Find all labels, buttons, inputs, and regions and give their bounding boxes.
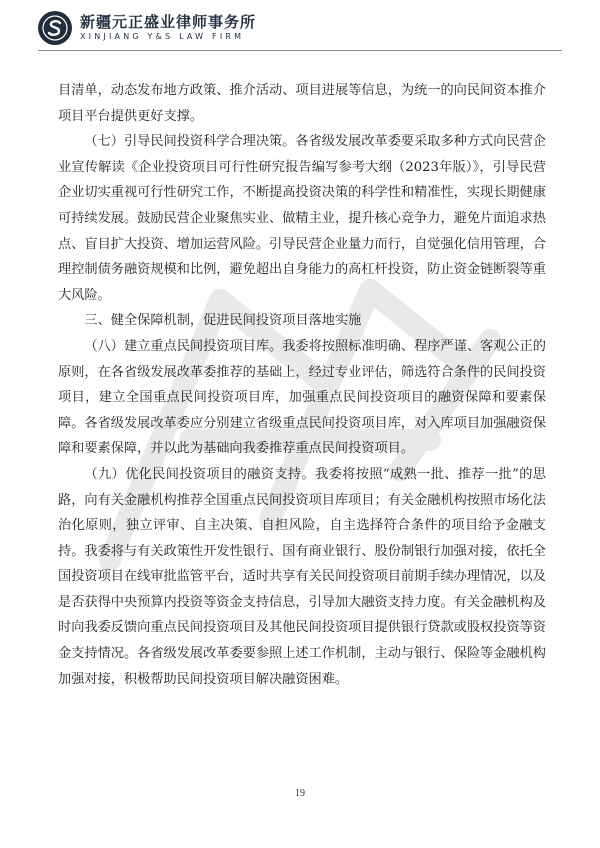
firm-name-block (80, 12, 257, 41)
paragraph: （七）引导民间投资科学合理决策。各省级发展改革委要采取多种方式向民营企业宣传解读《企业投资项目可行性研究报告编写参考大纲（2023年版）》，引导民营企业切实重视可行性研究工作，不断提高投资决策的科学性和精准性，实现长期健康可持续发展。鼓励民营企业聚焦实业、做精主业，提升核心竞争力，避免片面追求热点、盲目扩大投资、增加运营风险。引导民营企业量力而行，自觉强化信用管理，合理控制债务融资规模和比例，避免超出自身能力的高杠杆投资，防止资金链断裂等重大风险。 (58, 134, 546, 303)
document-body (58, 78, 546, 692)
page-number: 19 (295, 788, 305, 799)
paragraph: 目清单，动态发布地方政策、推介活动、项目进展等信息，为统一的向民间资本推介项目平台提供更好支撑。 (58, 83, 546, 124)
firm-name-en: XINJIANG Y&S LAW FIRM (80, 31, 245, 41)
paragraph: （九）优化民间投资项目的融资支持。我委将按照“成熟一批、推荐一批”的思路，向有关金融机构推荐全国重点民间投资项目库项目；有关金融机构按照市场化法治化原则，独立评审、自主决策、自担风险，自主选择符合条件的项目给予金融支持。我委将与有关政策性开发性银行、国有商业银行、股份制银行加强对接，依托全国投资项目在线审批监管平台，适时共享有关民间投资项目前期手续办理情况，以及是否获得中央预算内投资等资金支持信息，引导加大融资支持力度。有关金融机构及时向我委反馈向重点民间投资项目及其他民间投资项目提供银行贷款或股权投资等资金支持情况。各省级发展改革委要参照上述工作机制，主动与银行、保险等金融机构加强对接，积极帮助民间投资项目解决融资困难。 (58, 466, 546, 687)
section-heading: 三、健全保障机制，促进民间投资项目落地实施 (84, 313, 362, 329)
header-divider (38, 50, 562, 51)
firm-logo (38, 11, 72, 45)
paragraph: （八）建立重点民间投资项目库。我委将按照标准明确、程序严谨、客观公正的原则，在各省级发展改革委推荐的基础上，经过专业评估，筛选符合条件的民间投资项目，建立全国重点民间投资项目库，加强重点民间投资项目的融资保障和要素保障。各省级发展改革委应分别建立省级重点民间投资项目库，对入库项目加强融资保障和要素保障，并以此为基础向我委推荐重点民间投资项目。 (58, 338, 546, 457)
page-header (38, 8, 256, 48)
firm-name-cn: 新疆元正盛业律师事务所 (80, 12, 257, 31)
firm-logo-icon (42, 15, 68, 41)
